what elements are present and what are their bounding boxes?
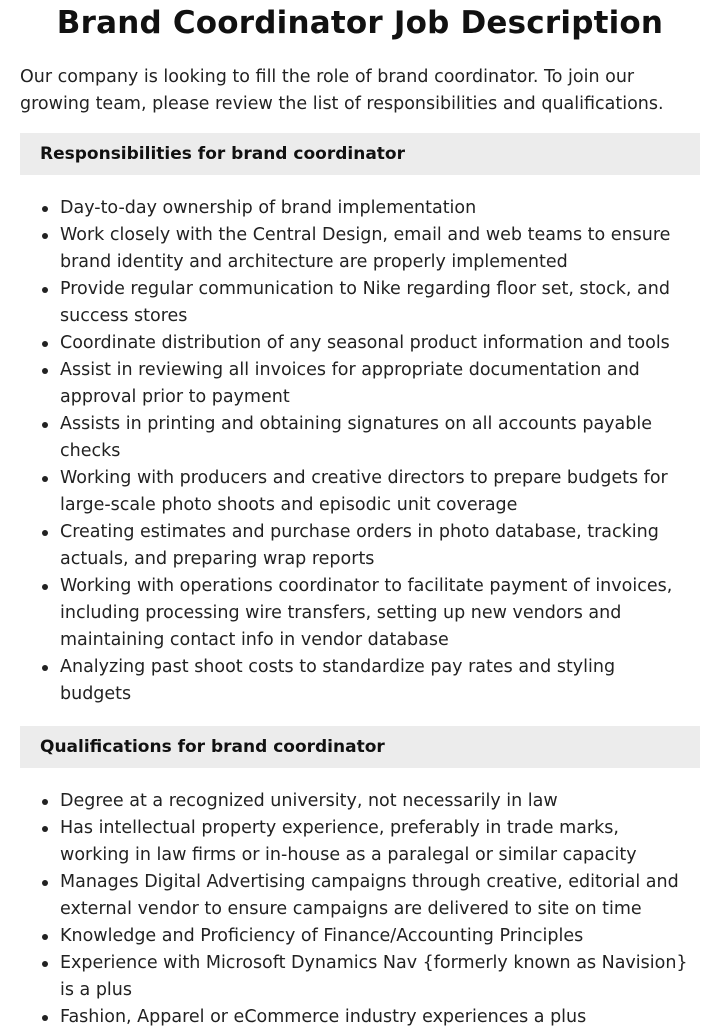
responsibilities-list [20,195,700,708]
bullet-icon [42,799,48,805]
bullet-icon [42,206,48,212]
list-item [60,815,700,869]
list-item-text: Work closely with the Central Design, email and web teams to ensure brand identity and architecture are properly implemented [60,225,671,272]
list-item-text: Knowledge and Proficiency of Finance/Accounting Principles [60,926,584,946]
bullet-icon [42,341,48,347]
list-item-text: Experience with Microsoft Dynamics Nav {formerly known as Navision} is a plus [60,953,688,1000]
list-item-text: Analyzing past shoot costs to standardize pay rates and styling budgets [60,657,616,704]
list-item [60,573,700,654]
list-item [60,465,700,519]
qualifications-heading: Qualifications for brand coordinator [20,726,700,768]
list-item [60,869,700,923]
bullet-icon [42,584,48,590]
list-item [60,222,700,276]
bullet-icon [42,422,48,428]
list-item [60,654,700,708]
list-item-text: Creating estimates and purchase orders in photo database, tracking actuals, and preparing wrap reports [60,522,659,569]
list-item-text: Assist in reviewing all invoices for appropriate documentation and approval prior to payment [60,360,640,407]
list-item [60,519,700,573]
intro-paragraph: Our company is looking to fill the role of brand coordinator. To join our growing team, please review the list of responsibilities and qualifications. [20,67,664,114]
list-item-text: Has intellectual property experience, preferably in trade marks, working in law firms or in-house as a paralegal or similar capacity [60,818,637,865]
page-title: Brand Coordinator Job Description [56,5,664,41]
list-item-text: Working with producers and creative directors to prepare budgets for large-scale photo shoots and episodic unit coverage [60,468,668,515]
bullet-icon [42,826,48,832]
bullet-icon [42,233,48,239]
list-item-text: Provide regular communication to Nike regarding floor set, stock, and success stores [60,279,670,326]
list-item-text: Coordinate distribution of any seasonal product information and tools [60,333,670,353]
bullet-icon [42,368,48,374]
bullet-icon [42,1015,48,1021]
list-item-text: Manages Digital Advertising campaigns through creative, editorial and external vendor to ensure campaigns are delivered to site on time [60,872,679,919]
list-item [60,195,700,222]
bullet-icon [42,880,48,886]
bullet-icon [42,287,48,293]
list-item [60,411,700,465]
list-item [60,330,700,357]
list-item [60,276,700,330]
list-item-text: Day-to-day ownership of brand implementation [60,198,477,218]
bullet-icon [42,934,48,940]
list-item [60,357,700,411]
bullet-icon [42,665,48,671]
list-item [60,950,700,1004]
list-item [60,1004,700,1031]
list-item-text: Assists in printing and obtaining signatures on all accounts payable checks [60,414,652,461]
list-item-text: Degree at a recognized university, not necessarily in law [60,791,558,811]
bullet-icon [42,476,48,482]
list-item-text: Working with operations coordinator to facilitate payment of invoices, including processing wire transfers, setting up new vendors and maintaining contact info in vendor database [60,576,673,650]
bullet-icon [42,961,48,967]
list-item [60,788,700,815]
responsibilities-heading: Responsibilities for brand coordinator [20,133,700,175]
qualifications-list [20,788,700,1031]
list-item-text: Fashion, Apparel or eCommerce industry experiences a plus [60,1007,587,1027]
list-item [60,923,700,950]
bullet-icon [42,530,48,536]
